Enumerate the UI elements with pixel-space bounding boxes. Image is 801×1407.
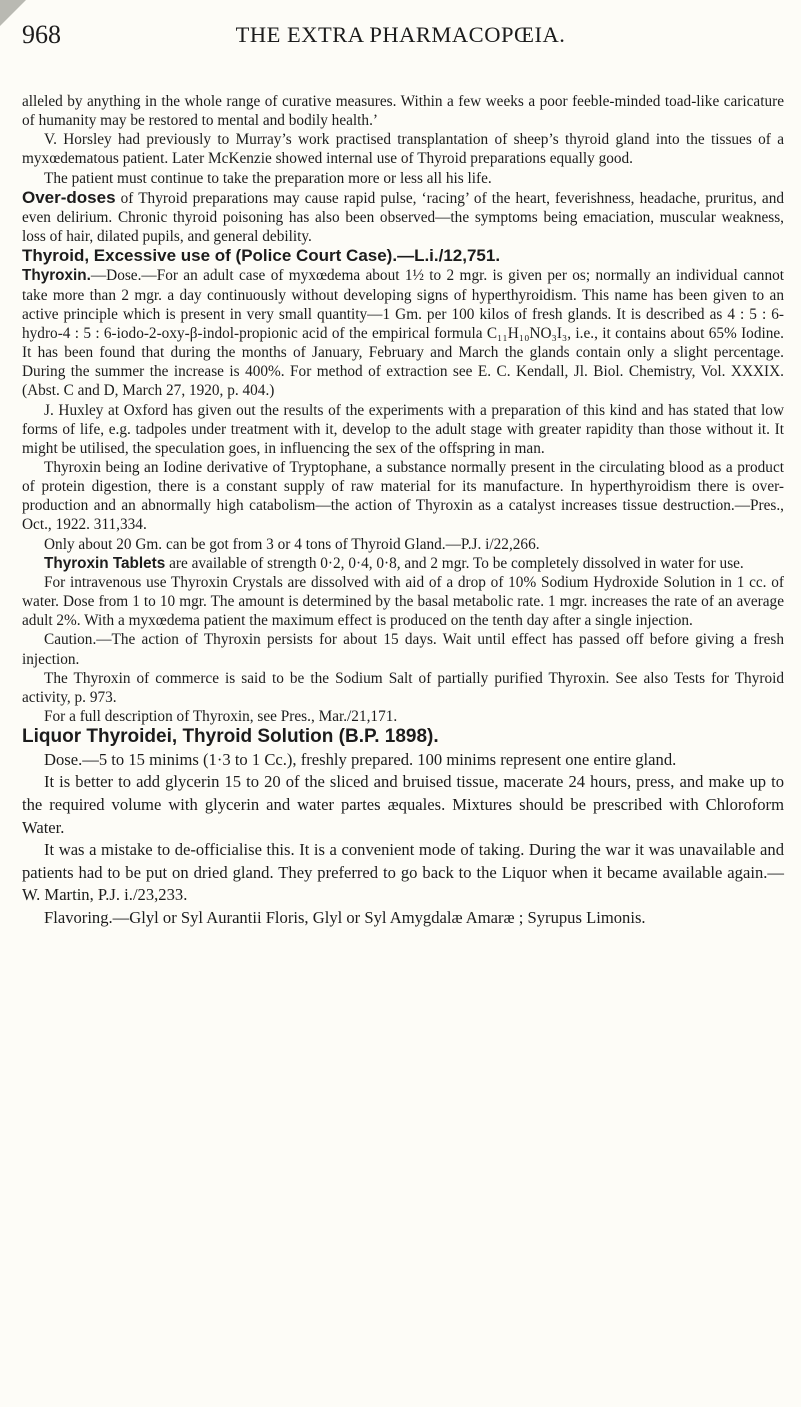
over-doses-heading: Over-doses <box>22 187 116 207</box>
paragraph-horsley: V. Horsley had previously to Murray’s work practised transplantation of sheep’s thyroid gland into the tissues of a myxœdematous patient. Later McKenzie showed internal use of Thyroid preparations equally good. <box>22 131 784 168</box>
paragraph-tryptophane: Thyroxin being an Iodine derivative of Tryptophane, a substance normally present in the circulating blood as a product of protein digestion, there is a constant supply of raw material for its manufacture. In hyperthyroidism there is over-production and an abnormally high catabolism—the action of Thyroxin as a catalyst increases tissue destruction.—Pres., Oct., 1922. 311,334. <box>22 458 784 534</box>
paragraph-lifelong: The patient must continue to take the preparation more or less all his life. <box>44 169 492 187</box>
page-number: 968 <box>22 20 61 49</box>
page-body <box>22 92 784 930</box>
paragraph-huxley: J. Huxley at Oxford has given out the results of the experiments with a preparation of this kind and has stated that low forms of life, e.g. tadpoles under treatment with it, develop to the adult stage with greater rapidity than those without it. It might be utilised, the speculation goes, in influencing the sex of the offspring in man. <box>22 401 784 457</box>
paragraph-glycerin: It is better to add glycerin 15 to 20 of the sliced and bruised tissue, macerate 24 hours, press, and make up to the required volume with glycerin and water partes æquales. Mixtures should be prescribed with Chloroform Water. <box>22 772 784 837</box>
running-title: THE EXTRA PHARMACOPŒIA. <box>235 22 566 47</box>
page-header <box>22 20 779 56</box>
paragraph-liquor-dose: Dose.—5 to 15 minims (1·3 to 1 Cc.), freshly prepared. 100 minims represent one entire gland. <box>44 749 677 769</box>
paragraph-thyroxin-tablets: Thyroxin Tablets are available of strength 0·2, 0·4, 0·8, and 2 mgr. To be completely dissolved in water for use. <box>44 554 744 572</box>
paragraph-full-description: For a full description of Thyroxin, see Pres., Mar./21,171. <box>44 708 398 725</box>
paragraph-caution: Caution.—The action of Thyroxin persists for about 15 days. Wait until effect has passed off before giving a fresh injection. <box>22 631 784 668</box>
paragraph-intro-continuation: alleled by anything in the whole range of curative measures. Within a few weeks a poor feeble-minded toad-like caricature of humanity may be restored to mental and bodily health.’ <box>22 93 784 130</box>
section-heading-liquor: Liquor Thyroidei, Thyroid Solution (B.P. 1898). <box>22 726 439 748</box>
section-heading-excessive-use: Thyroid, Excessive use of (Police Court Case).—L.i./12,751. <box>22 246 501 266</box>
thyroxin-tablets-heading: Thyroxin Tablets <box>44 554 166 572</box>
paragraph-intravenous: For intravenous use Thyroxin Crystals are dissolved with aid of a drop of 10% Sodium Hydroxide Solution in 1 cc. of water. Dose from 1 to 10 mgr. The amount is determined by the basal metabolic rate. 1 mgr. increases the rate of an average adult 2%. With a myxœdema patient the maximum effect is produced on the tenth day after a single injection. <box>22 573 784 630</box>
paragraph-yield: Only about 20 Gm. can be got from 3 or 4 tons of Thyroid Gland.—P.J. i/22,266. <box>44 535 540 553</box>
paragraph-de-officialise: It was a mistake to de-officialise this. It is a convenient mode of taking. During the war it was unavailable and patients had to be put on dried gland. They preferred to go back to the Liquor when it became available again.—W. Martin, P.J. i./23,233. <box>22 840 784 905</box>
thyroxin-heading: Thyroxin. <box>22 267 91 285</box>
paragraph-commerce: The Thyroxin of commerce is said to be the Sodium Salt of partially purified Thyroxin. See also Tests for Thyroid activity, p. 973. <box>22 669 784 706</box>
liquor-section <box>22 726 784 929</box>
paragraph-flavoring: Flavoring.—Glyl or Syl Aurantii Floris, Glyl or Syl Amygdalæ Amaræ ; Syrupus Limonis. <box>44 907 646 927</box>
paragraph-thyroxin: Thyroxin.—Dose.—For an adult case of myxœdema about 1½ to 2 mgr. is given per os; normally an individual cannot take more than 2 mgr. a day continuously without developing signs of hyperthyroidism. This name has been given to an active principle which is present in very small quantity—1 Gm. per 100 kilos of fresh glands. It is described as 4 : 5 : 6-hydro-4 : 5 : 6-iodo-2-oxy-β-indol-propionic acid of the empirical formula C₁₁H₁₀NO₃I₃, i.e., it contains about 65% Iodine. It has been found that during the months of January, February and March the glands contain only a slight percentage. During the summer the increase is 400%. For method of extraction see E. C. Kendall, Jl. Biol. Chemistry, Vol. XXXIX. (Abst. C and D, March 27, 1920, p. 404.) <box>22 267 784 400</box>
paragraph-over-doses: Over-doses of Thyroid preparations may cause rapid pulse, ‘racing’ of the heart, feverishness, headache, pruritus, and even delirium. Chronic thyroid poisoning has also been observed—the symptoms being emaciation, muscular weakness, loss of hair, dilated pupils, and general debility. <box>22 187 784 246</box>
